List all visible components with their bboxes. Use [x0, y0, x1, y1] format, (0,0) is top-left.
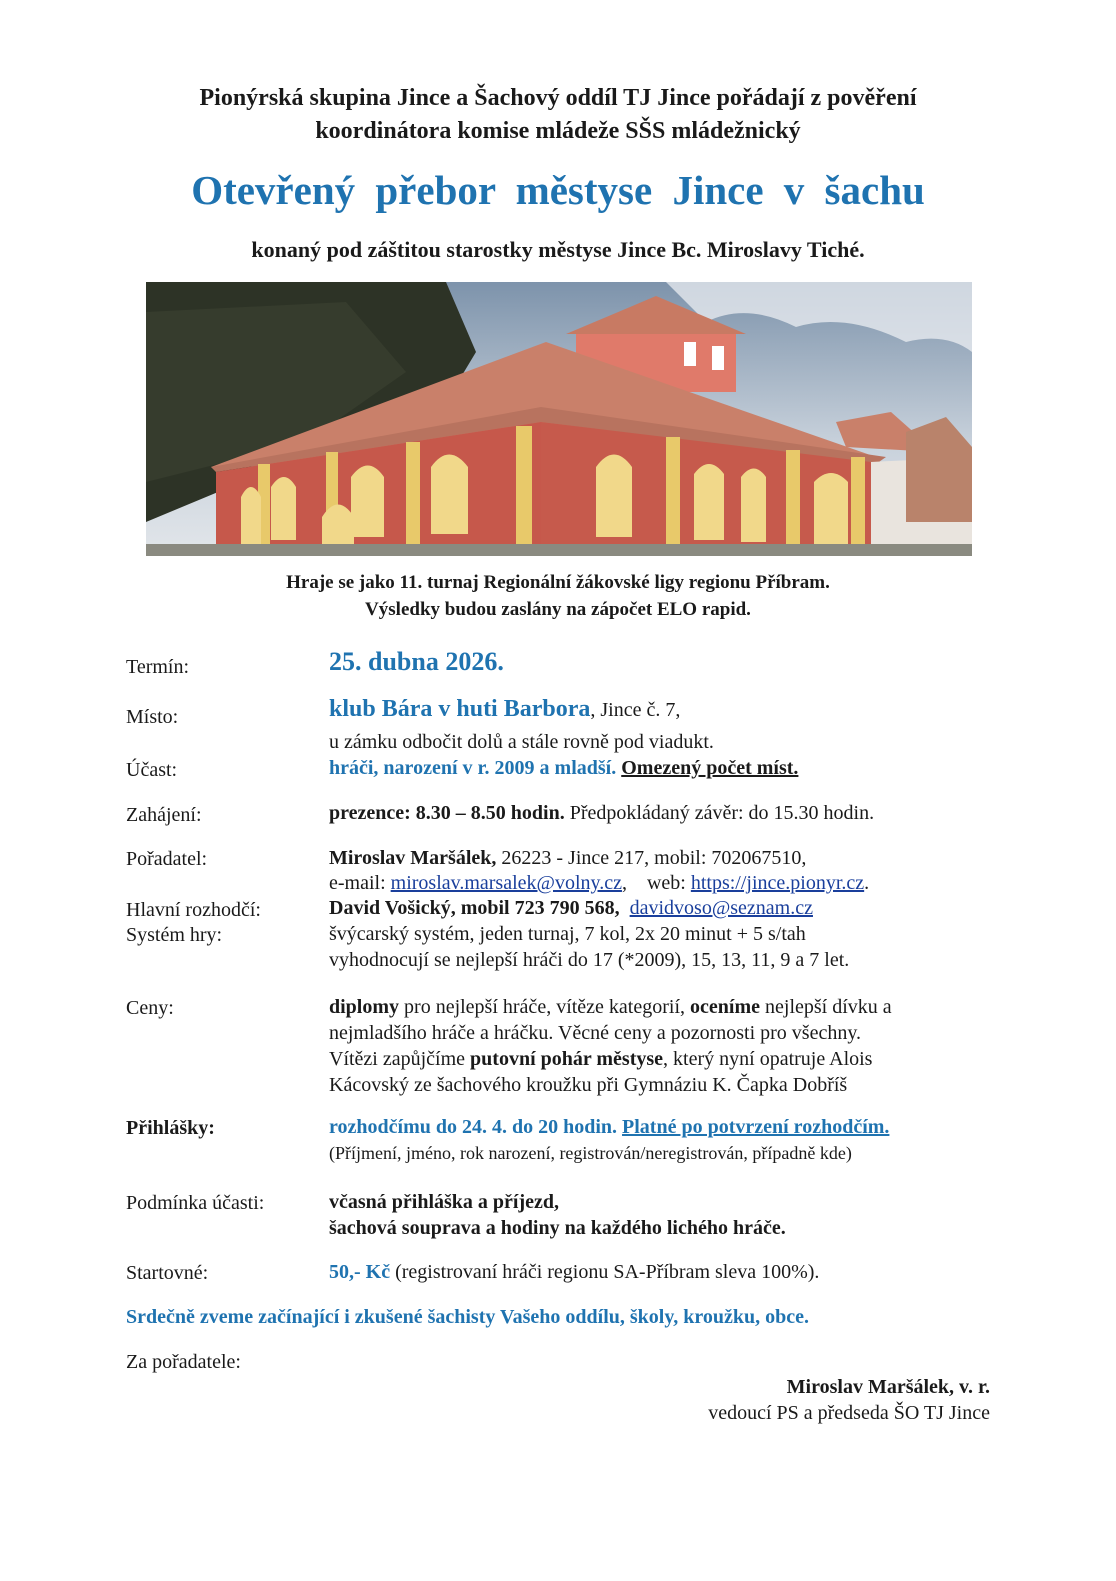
- ceny-label: Ceny:: [126, 997, 174, 1019]
- organizer-email-link[interactable]: miroslav.marsalek@volny.cz: [390, 872, 622, 894]
- termin-value: 25. dubna 2026.: [329, 647, 504, 676]
- ucast-label: Účast:: [126, 759, 178, 781]
- building-photo: [146, 282, 972, 556]
- zahajeni-bold: prezence: 8.30 – 8.50 hodin.: [329, 802, 565, 824]
- poradatel-value: [329, 846, 806, 871]
- misto-address: , Jince č. 7,: [590, 699, 681, 721]
- ceny-line-2: nejmladšího hráče a hráčku. Věcné ceny a pozornosti pro všechny.: [329, 1022, 862, 1044]
- ucast-value: [329, 756, 798, 781]
- prihlasky-note: Platné po potvrzení rozhodčím.: [622, 1116, 890, 1138]
- footer-signature-name: Miroslav Maršálek, v. r.: [786, 1376, 990, 1398]
- page-subtitle: konaný pod záštitou starostky městyse Jince Bc. Miroslavy Tiché.: [251, 237, 865, 262]
- startovne-value: [329, 1260, 819, 1285]
- arbiter-email-link[interactable]: davidvoso@seznam.cz: [629, 897, 813, 919]
- misto-place: klub Bára v huti Barbora: [329, 696, 591, 722]
- email-label: e-mail:: [329, 872, 391, 894]
- system-line-2: vyhodnocují se nejlepší hráči do 17 (*2009), 15, 13, 11, 9 a 7 let.: [329, 949, 850, 971]
- termin-label: Termín:: [126, 656, 190, 678]
- web-label: , web:: [621, 872, 691, 894]
- ceny-text-3: Vítězi zapůjčíme: [329, 1048, 471, 1070]
- header-line-1: Pionýrská skupina Jince a Šachový oddíl TJ Jince pořádají z pověření: [199, 85, 917, 111]
- zahajeni-rest: Předpokládaný závěr: do 15.30 hodin.: [564, 802, 875, 824]
- ceny-text-1: pro nejlepší hráče, vítěze kategorií,: [399, 996, 691, 1018]
- system-label: Systém hry:: [126, 924, 223, 946]
- poradatel-name: Miroslav Maršálek,: [329, 847, 497, 869]
- ceny-line-4: Kácovský ze šachového kroužku při Gymnáziu K. Čapka Dobříš: [329, 1074, 848, 1096]
- startovne-rest: (registrovaní hráči regionu SA-Příbram sleva 100%).: [390, 1261, 820, 1283]
- podminka-label: Podmínka účasti:: [126, 1192, 265, 1214]
- startovne-label: Startovné:: [126, 1262, 209, 1284]
- zahajeni-value: [329, 801, 874, 826]
- footer-label: Za pořadatele:: [126, 1351, 241, 1373]
- footer-signature-role: vedoucí PS a předseda ŠO TJ Jince: [708, 1402, 990, 1424]
- misto-label: Místo:: [126, 706, 179, 728]
- ceny-ocenime: oceníme: [690, 996, 761, 1018]
- poradatel-rest: 26223 - Jince 217, mobil: 702067510,: [496, 847, 807, 869]
- intro-line-1: Hraje se jako 11. turnaj Regionální žákovské ligy regionu Příbram.: [286, 572, 830, 593]
- ucast-note: Omezený počet míst.: [621, 757, 799, 779]
- ceny-line-1: [329, 995, 892, 1020]
- page-title: Otevřený přebor městyse Jince v šachu: [191, 167, 925, 213]
- prihlasky-details: (Příjmení, jméno, rok narození, registrován/neregistrován, případně kde): [329, 1143, 852, 1163]
- contacts-end: .: [864, 872, 870, 894]
- rozhodci-name: David Vošický, mobil 723 790 568,: [329, 897, 620, 919]
- prihlasky-label: Přihlášky:: [126, 1117, 215, 1139]
- ceny-line-3: [329, 1047, 872, 1072]
- header-line-2: koordinátora komise mládeže SŠS mládežnický: [315, 118, 801, 144]
- prihlasky-deadline: rozhodčímu do 24. 4. do 20 hodin.: [329, 1116, 618, 1138]
- website-link[interactable]: https://jince.pionyr.cz: [690, 872, 865, 894]
- podminka-line-1: včasná přihláška a příjezd,: [329, 1191, 560, 1213]
- prihlasky-value: [329, 1115, 889, 1140]
- podminka-line-2: šachová souprava a hodiny na každého lichého hráče.: [329, 1217, 786, 1239]
- startovne-price: 50,- Kč: [329, 1261, 391, 1283]
- ceny-diplomy: diplomy: [329, 996, 400, 1018]
- zahajeni-label: Zahájení:: [126, 804, 202, 826]
- misto-value: [329, 697, 680, 723]
- rozhodci-value: [329, 896, 813, 921]
- misto-directions: u zámku odbočit dolů a stále rovně pod viadukt.: [329, 731, 714, 753]
- ceny-pohar: putovní pohár městyse: [470, 1048, 664, 1070]
- poradatel-contacts: [329, 871, 869, 896]
- system-line-1: švýcarský systém, jeden turnaj, 7 kol, 2x 20 minut + 5 s/tah: [329, 923, 806, 945]
- poradatel-label: Pořadatel:: [126, 848, 208, 870]
- intro-line-2: Výsledky budou zaslány na zápočet ELO rapid.: [365, 599, 751, 620]
- ucast-age: hráči, narození v r. 2009 a mladší.: [329, 757, 617, 779]
- rozhodci-label: Hlavní rozhodčí:: [126, 899, 261, 921]
- ceny-text-4: , který nyní opatruje Alois: [663, 1048, 873, 1070]
- invitation: Srdečně zveme začínající i zkušené šachisty Vašeho oddílu, školy, kroužku, obce.: [126, 1306, 810, 1328]
- ceny-text-2: nejlepší dívku a: [760, 996, 892, 1018]
